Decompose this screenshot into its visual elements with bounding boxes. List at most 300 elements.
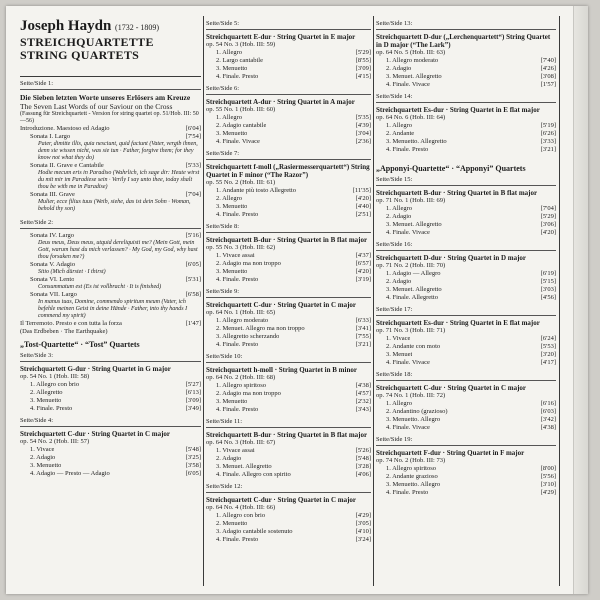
track-title: 2. Andantino (grazioso) (386, 408, 448, 415)
track-duration: [3'49] (185, 405, 201, 412)
work-opus: op. 71 No. 2 (Hob. III: 70) (376, 262, 446, 269)
track-title: 3. Menuetto (216, 203, 248, 210)
track-title: 4. Finale. Presto (216, 211, 259, 218)
side-label: Seite/Side 13: (376, 20, 556, 30)
group-heading: „Tost-Quartette“ · “Tost” Quartets (20, 340, 140, 349)
track-title: 3. Menuet. Allegretto (216, 463, 272, 470)
track-row (20, 454, 201, 462)
side-label: Seite/Side 7: (206, 150, 371, 160)
track-row (206, 398, 371, 406)
track-duration: [6'26] (540, 130, 556, 137)
track-title: 3. Menuetto. Allegro (386, 481, 441, 488)
track-title: 4. Finale. Presto (216, 276, 259, 283)
column-3 (376, 18, 556, 497)
work-title: Streichquartett C-dur · String Quartet in C major (20, 430, 171, 438)
work-opus: op. 64 No. 1 (Hob. III: 65) (206, 309, 276, 316)
track-duration: [7'55] (355, 333, 371, 340)
track-row (206, 333, 371, 341)
track-title: 2. Menuet. Allegro ma non troppo (216, 325, 305, 332)
track-row: Introduzione. Maestoso ed Adagio [6'04] (20, 125, 201, 132)
track-row (376, 205, 556, 213)
track-row (376, 146, 556, 154)
track-row (376, 278, 556, 286)
track-title: 4. Finale. Vivace (386, 359, 430, 366)
work-opus: op. 64 No. 2 (Hob. III: 68) (206, 374, 276, 381)
track-duration: [5'29] (355, 49, 371, 56)
column-2 (206, 18, 371, 544)
side-label: Seite/Side 18: (376, 371, 556, 381)
track-row (206, 276, 371, 284)
track-duration: [5'48] (185, 446, 201, 453)
track-duration: [5'53] (540, 343, 556, 350)
track-duration: [5'26] (355, 447, 371, 454)
work-opus: op. 54 No. 3 (Hob. III: 59) (206, 41, 276, 48)
track-title: 2. Allegretto (30, 389, 63, 396)
track-row (206, 203, 371, 211)
track-duration: [6'24] (540, 335, 556, 342)
track-row (376, 286, 556, 294)
track-row (376, 400, 556, 408)
track-title: 1. Vivace (30, 446, 55, 453)
track-text: In manus tuas, Domine, commendo spiritum meum (Vater, ich befehle meinen Geist in deine Hände · Father, into thy hands I commend my spirit) (38, 299, 188, 319)
track-list (376, 465, 556, 497)
track-title: 1. Allegro con brio (216, 512, 266, 519)
track-duration: [5'29] (540, 213, 556, 220)
track-title: 4. Finale. Vivace (386, 81, 430, 88)
track-row (206, 390, 371, 398)
track-duration: [3'06] (540, 221, 556, 228)
track-row (206, 341, 371, 349)
work-title: Streichquartett C-dur · String Quartet in C major (206, 301, 357, 309)
track-title: 4. Finale. Vivace (216, 138, 260, 145)
track-title: 3. Menuetto (216, 268, 248, 275)
track-row (206, 130, 371, 138)
work-title-de: Die Sieben letzten Worte unseres Erlösers am Kreuze (20, 93, 191, 102)
track-row (206, 195, 371, 203)
track-row (206, 520, 371, 528)
track-row (376, 473, 556, 481)
track-title: 1. Allegro (386, 205, 412, 212)
track-title: 4. Adagio — Presto — Adagio (30, 470, 110, 477)
side-label: Seite/Side 5: (206, 20, 371, 30)
track-duration: [5'56] (540, 473, 556, 480)
track-duration: [3'05] (355, 520, 371, 527)
track-title: 4. Finale. Presto (216, 73, 259, 80)
track-duration: [4'20] (355, 195, 371, 202)
track-row (206, 73, 371, 81)
work-title: Streichquartett B-dur · String Quartet in B flat major (206, 236, 368, 244)
track-title: 4. Finale. Allegretto (386, 294, 438, 301)
group-heading: „Apponyi-Quartette“ · “Apponyi” Quartets (376, 164, 526, 173)
track-title: 3. Menuet. Allegretto (386, 73, 442, 80)
track-text: Hodie mecum eris in Paradiso (Wahrlich, ich sage dir: Heute wirst du mit mir im Paradiese sein · Verily I say unto thee, today shalt thou be with me in Paradise) (38, 170, 200, 190)
track-duration: [5'15] (540, 278, 556, 285)
track-row (206, 536, 371, 544)
track-title: 1. Andante più tosto Allegretto (216, 187, 296, 194)
track-list (20, 381, 201, 413)
track-row (376, 343, 556, 351)
track-title: 3. Menuet. Allegretto (386, 286, 442, 293)
side-label: Seite/Side 19: (376, 436, 556, 446)
track-row (206, 268, 371, 276)
track-row (376, 270, 556, 278)
track-title: 1. Adagio — Allegro (386, 270, 441, 277)
track-row (206, 138, 371, 146)
track-title: 1. Vivace assai (216, 252, 255, 259)
track-row (206, 260, 371, 268)
work-opus: op. 71 No. 3 (Hob. III: 71) (376, 327, 446, 334)
track-row (206, 65, 371, 73)
track-title: 4. Finale. Allegro con spirito (216, 471, 291, 478)
track-duration: [11'35] (352, 187, 371, 194)
track-row (376, 213, 556, 221)
work-opus: op. 64 No. 3 (Hob. III: 67) (206, 439, 276, 446)
track-row (376, 73, 556, 81)
track-row (206, 528, 371, 536)
track-duration: [3'20] (540, 351, 556, 358)
side-label: Seite/Side 16: (376, 241, 556, 251)
track-row (376, 65, 556, 73)
track-row (376, 138, 556, 146)
work-opus: op. 55 No. 1 (Hob. III: 60) (206, 106, 276, 113)
track-list (206, 114, 371, 146)
track-duration: [3'08] (540, 73, 556, 80)
work-opus: op. 64 No. 4 (Hob. III: 66) (206, 504, 276, 511)
track-title: 2. Adagio ma non troppo (216, 260, 281, 267)
track-duration: [6'33] (355, 317, 371, 324)
work-title: Streichquartett B-dur · String Quartet in B flat major (376, 189, 538, 197)
track-title: 4. Finale. Vivace (386, 229, 430, 236)
track-row: Sonata III. Grave [7'04] (30, 191, 201, 198)
track-duration: [2'36] (355, 138, 371, 145)
track-duration: [2'51] (355, 211, 371, 218)
track-duration: [4'29] (540, 489, 556, 496)
track-title: 3. Menuetto. Allegretto (386, 138, 447, 145)
track-list (206, 252, 371, 284)
track-row (376, 359, 556, 367)
track-title: 4. Finale. Presto (386, 146, 429, 153)
track-list (376, 270, 556, 302)
track-row (206, 317, 371, 325)
track-title: 3. Menuetto (216, 398, 248, 405)
track-row: Sonata VI. Lento [5'31] (30, 276, 201, 283)
track-title: 1. Allegro (386, 400, 412, 407)
track-duration: [5'48] (355, 455, 371, 462)
track-title: 1. Allegro (216, 114, 242, 121)
track-title: 2. Adagio (386, 213, 412, 220)
track-list (206, 447, 371, 479)
track-duration: [3'19] (355, 276, 371, 283)
track-row (376, 221, 556, 229)
track-duration: [3'09] (185, 397, 201, 404)
column-1 (20, 18, 201, 478)
track-duration: [6'05] (185, 470, 201, 477)
work-title-en: The Seven Last Words of our Saviour on the Cross (20, 102, 173, 111)
track-row (206, 211, 371, 219)
track-row (376, 416, 556, 424)
track-duration: [4'38] (540, 424, 556, 431)
next-page-edge (573, 6, 588, 594)
track-title: 3. Menuetto (30, 462, 62, 469)
track-duration: [3'33] (540, 138, 556, 145)
track-row (20, 389, 201, 397)
track-row (206, 447, 371, 455)
track-row (376, 465, 556, 473)
work-opus: op. 74 No. 2 (Hob. III: 73) (376, 457, 446, 464)
divider (20, 76, 201, 77)
title-english: STRING QUARTETS (20, 48, 140, 62)
track-duration: [3'24] (355, 536, 371, 543)
track-duration: [5'19] (540, 122, 556, 129)
track-duration: [3'04] (355, 130, 371, 137)
track-duration: [1'57] (540, 81, 556, 88)
track-row: Sonata IV. Largo [5'16] (30, 232, 201, 239)
track-duration: [4'40] (355, 203, 371, 210)
track-row (376, 489, 556, 497)
track-text: Deus meus, Deus meus, utquid dereliquisti me? (Mein Gott, mein Gott, warum hast du mich verlassen? · My God, my God, why hast thou forsaken me?) (38, 240, 198, 260)
track-duration: [6'03] (540, 408, 556, 415)
column-divider (203, 16, 204, 586)
track-title: 2. Adagio cantabile (216, 122, 267, 129)
column-divider (559, 16, 560, 586)
track-list (206, 317, 371, 349)
track-row (376, 81, 556, 89)
track-duration: [4'20] (540, 229, 556, 236)
work-title: Streichquartett D-dur · String Quartet in D major (376, 254, 527, 262)
track-duration: [8'55] (355, 57, 371, 64)
track-title: 2. Adagio (30, 454, 56, 461)
side-label: Seite/Side 8: (206, 223, 371, 233)
work-title: Streichquartett Es-dur · String Quartet in E flat major (376, 106, 540, 114)
side-label: Seite/Side 11: (206, 418, 371, 428)
work-title: Streichquartett G-dur · String Quartet in G major (20, 365, 171, 373)
work-title: Streichquartett f-moll („Rasiermesserquartett“) String Quartet in F minor (“The Razor”) (206, 163, 370, 179)
track-row (20, 470, 201, 478)
track-row (206, 512, 371, 520)
track-duration: [4'57] (355, 390, 371, 397)
track-list (206, 49, 371, 81)
track-duration: [2'32] (355, 398, 371, 405)
track-title: 4. Finale. Presto (216, 536, 259, 543)
track-duration: [4'39] (355, 122, 371, 129)
work-opus: op. 74 No. 1 (Hob. III: 72) (376, 392, 446, 399)
track-row (20, 405, 201, 413)
track-duration: [4'17] (540, 359, 556, 366)
track-duration: [3'25] (185, 454, 201, 461)
track-row (20, 397, 201, 405)
work-title: Streichquartett D-dur („Lerchenquartett“) String Quartet in D major (“The Lark”) (376, 33, 551, 49)
track-title: 1. Allegro con brio (30, 381, 80, 388)
track-title: 3. Menuet. Allegretto (386, 221, 442, 228)
track-title: 4. Finale. Presto (386, 489, 429, 496)
column-divider (373, 16, 374, 586)
track-title: 1. Allegro moderato (216, 317, 269, 324)
track-title: 2. Adagio ma non troppo (216, 390, 281, 397)
track-title: 2. Adagio (386, 278, 412, 285)
album-booklet-page (6, 6, 588, 594)
track-duration: [5'27] (185, 381, 201, 388)
track-row (206, 252, 371, 260)
track-list (376, 335, 556, 367)
track-list (20, 446, 201, 478)
side-label: Seite/Side 12: (206, 483, 371, 493)
title-german: STREICHQUARTETTE (20, 35, 154, 49)
track-title: 2. Adagio (386, 65, 412, 72)
side-label: Seite/Side 14: (376, 93, 556, 103)
track-title: 1. Vivace assai (216, 447, 255, 454)
track-title: 3. Menuetto (30, 397, 62, 404)
side-label: Seite/Side 9: (206, 288, 371, 298)
track-text: Mulier, ecce filius tuus (Weib, siehe, das ist dein Sohn · Woman, behold thy son) (38, 199, 191, 212)
track-duration: [6'13] (185, 389, 201, 396)
track-row (206, 325, 371, 333)
track-duration: [5'35] (355, 114, 371, 121)
track-title: 2. Allegro (216, 195, 242, 202)
track-duration: [3'21] (540, 146, 556, 153)
track-row (376, 130, 556, 138)
track-title: 2. Menuetto (216, 520, 248, 527)
track-row (206, 114, 371, 122)
track-duration: [3'58] (185, 462, 201, 469)
track-title: 4. Finale. Presto (30, 405, 73, 412)
track-row (376, 57, 556, 65)
track-duration: [3'03] (540, 286, 556, 293)
track-duration: [3'21] (355, 341, 371, 348)
work-title: Streichquartett C-dur · String Quartet in C major (376, 384, 527, 392)
work-opus: op. 64 No. 5 (Hob. III: 63) (376, 49, 446, 56)
side-label: Seite/Side 10: (206, 353, 371, 363)
track-duration: [4'29] (355, 512, 371, 519)
work-opus: op. 64 No. 6 (Hob. III: 64) (376, 114, 446, 121)
side-label: Seite/Side 17: (376, 306, 556, 316)
track-list (206, 382, 371, 414)
work-opus: op. 55 No. 3 (Hob. III: 62) (206, 244, 276, 251)
work-opus: op. 71 No. 1 (Hob. III: 69) (376, 197, 446, 204)
track-row (376, 424, 556, 432)
track-text: Pater, dimitte illis, quia nesciunt, quid faciunt (Vater, vergib ihnen, denn sie wissen nicht, was sie tun · Father, forgive them; for they know not what they do) (38, 141, 198, 161)
track-text: Sitio (Mich dürstet · I thirst) (38, 269, 106, 275)
track-row (376, 335, 556, 343)
work-opus: op. 55 No. 2 (Hob. III: 61) (206, 179, 276, 186)
track-list (376, 122, 556, 154)
track-duration: [4'26] (540, 65, 556, 72)
track-row (206, 49, 371, 57)
work-note: (Fassung für Streichquartett - Version for string quartet op. 51/Hob. III: 50—56) (20, 111, 199, 124)
work-title: Streichquartett F-dur · String Quartet in F major (376, 449, 525, 457)
side-label: Seite/Side 3: (20, 352, 201, 362)
track-duration: [4'56] (540, 294, 556, 301)
track-row (376, 294, 556, 302)
track-title: 1. Allegro spiritoso (386, 465, 437, 472)
track-title: 3. Menuetto. Allegro (386, 416, 441, 423)
track-row: Il Terremoto. Presto e con tutta la forza [1'47] (20, 320, 201, 327)
track-row (206, 382, 371, 390)
composer-name: Joseph Haydn (1732 - 1809) (20, 18, 160, 34)
track-duration: [4'38] (355, 382, 371, 389)
track-title: 3. Allegretto scherzando (216, 333, 280, 340)
track-row: Sonata VII. Largo [6'58] (30, 291, 201, 298)
track-row (376, 408, 556, 416)
side-label: Seite/Side 6: (206, 85, 371, 95)
track-duration: [4'15] (355, 73, 371, 80)
track-row (206, 471, 371, 479)
work-title: Streichquartett E-dur · String Quartet in E major (206, 33, 356, 41)
track-duration: [3'28] (355, 463, 371, 470)
track-row (206, 57, 371, 65)
work-title: Streichquartett h-moll · String Quartet in B minor (206, 366, 357, 374)
work-title: Streichquartett B-dur · String Quartet in B flat major (206, 431, 368, 439)
track-row (206, 406, 371, 414)
work-title: Streichquartett A-dur · String Quartet in A major (206, 98, 355, 106)
track-duration: [3'09] (355, 65, 371, 72)
track-list (206, 187, 371, 219)
track-duration: [4'06] (355, 471, 371, 478)
track-duration: [4'37] (355, 252, 371, 259)
track-row: Sonata I. Largo [7'54] (30, 133, 201, 140)
track-title: 3. Menuetto (216, 130, 248, 137)
track-row (20, 381, 201, 389)
track-row (20, 462, 201, 470)
track-title: 1. Allegro (216, 49, 242, 56)
track-duration: [3'41] (355, 325, 371, 332)
track-row: Sonata II. Grave e Cantabile [5'33] (30, 162, 201, 169)
track-title: 2. Andante (386, 130, 415, 137)
track-row (206, 122, 371, 130)
track-duration: [8'00] (540, 465, 556, 472)
track-title: 3. Menuetto (216, 65, 248, 72)
track-list (376, 400, 556, 432)
work-opus: op. 54 No. 2 (Hob. III: 57) (20, 438, 90, 445)
side-label: Seite/Side 15: (376, 176, 556, 186)
track-row (376, 122, 556, 130)
track-title: 3. Menuet (386, 351, 413, 358)
track-duration: [6'19] (540, 270, 556, 277)
track-row (20, 446, 201, 454)
track-row (376, 351, 556, 359)
track-row (376, 229, 556, 237)
track-row (206, 455, 371, 463)
track-list (376, 205, 556, 237)
track-row (376, 481, 556, 489)
track-title: 4. Finale. Vivace (386, 424, 430, 431)
track-duration: [7'04] (540, 205, 556, 212)
track-title: 1. Vivace (386, 335, 411, 342)
track-row (206, 187, 371, 195)
track-duration: [6'16] (540, 400, 556, 407)
track-list (376, 57, 556, 89)
track-duration: [4'20] (355, 268, 371, 275)
track-duration: [3'10] (540, 481, 556, 488)
side-label: Seite/Side 1: (20, 80, 201, 90)
track-duration: [7'40] (540, 57, 556, 64)
track-title: 2. Andante con moto (386, 343, 441, 350)
track-title: 3. Adagio cantabile sostenuto (216, 528, 293, 535)
track-title: 1. Allegro spiritoso (216, 382, 267, 389)
track-title: 4. Finale. Presto (216, 406, 259, 413)
track-title: 2. Adagio (216, 455, 242, 462)
track-duration: [3'42] (540, 416, 556, 423)
track-duration: [3'43] (355, 406, 371, 413)
side-label: Seite/Side 2: (20, 219, 201, 229)
side-label: Seite/Side 4: (20, 417, 201, 427)
track-text: Consummatum est (Es ist vollbracht · It is finished) (38, 284, 162, 290)
track-subtitle: (Das Erdbeben · The Earthquake) (20, 328, 108, 335)
work-opus: op. 54 No. 1 (Hob. III: 58) (20, 373, 90, 380)
track-title: 2. Andante grazioso (386, 473, 438, 480)
track-title: 4. Finale. Presto (216, 341, 259, 348)
track-duration: [4'10] (355, 528, 371, 535)
track-list (206, 512, 371, 544)
